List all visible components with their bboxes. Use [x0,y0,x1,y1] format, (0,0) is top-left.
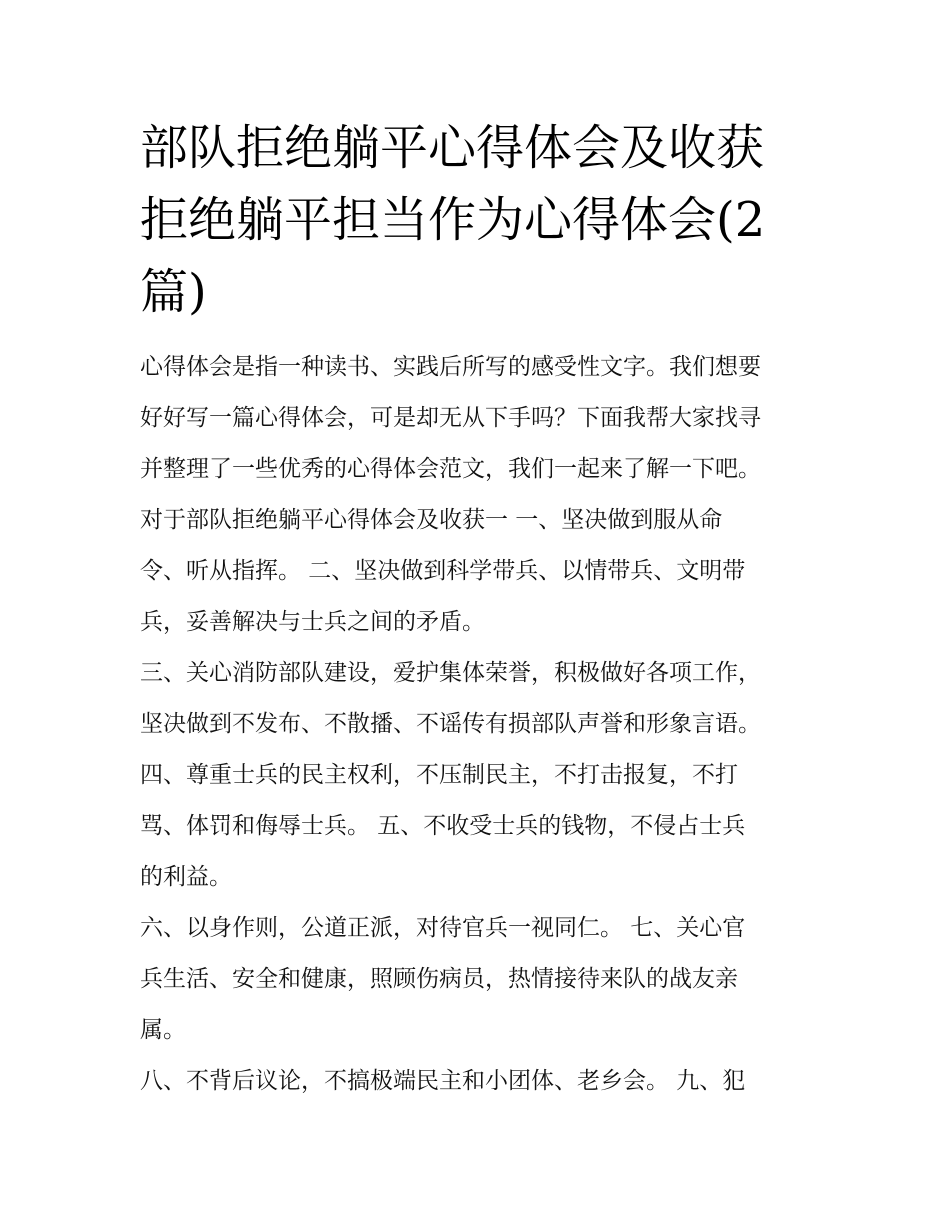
body-line: 六、以身作则，公道正派，对待官兵一视同仁。 七、关心官 [140,915,746,941]
body-line: 骂、体罚和侮辱士兵。 五、不收受士兵的钱物，不侵占士兵 [140,813,746,839]
body-line: 对于部队拒绝躺平心得体会及收获一 一、坚决做到服从命 [140,507,723,533]
document-content [140,112,812,1107]
body-line: 好好写一篇心得体会，可是却无从下手吗？下面我帮大家找寻 [140,405,761,431]
body-line: 属。 [140,1017,186,1043]
body-line: 坚决做到不发布、不散播、不谣传有损部队声誉和形象言语。 [140,711,761,737]
body-line: 四、尊重士兵的民主权利，不压制民主，不打击报复，不打 [140,762,738,788]
body-line: 并整理了一些优秀的心得体会范文，我们一起来了解一下吧。 [140,456,761,482]
body-line: 兵生活、安全和健康，照顾伤病员，热情接待来队的战友亲 [140,966,738,992]
body-line: 的利益。 [140,864,232,890]
body-line: 八、不背后议论，不搞极端民主和小团体、老乡会。 九、犯 [140,1068,746,1094]
document-body [140,342,812,1107]
body-line: 令、听从指挥。 二、坚决做到科学带兵、以情带兵、文明带 [140,558,746,584]
title-line: 篇) [140,264,207,320]
body-line: 三、关心消防部队建设，爱护集体荣誉，积极做好各项工作， [140,660,761,686]
title-line: 部队拒绝躺平心得体会及收获 [140,120,765,176]
body-line: 心得体会是指一种读书、实践后所写的感受性文字。我们想要 [140,354,761,380]
title-line: 拒绝躺平担当作为心得体会(2 [140,192,766,248]
body-line: 兵，妥善解决与士兵之间的矛盾。 [140,609,485,635]
document-title [140,112,812,328]
